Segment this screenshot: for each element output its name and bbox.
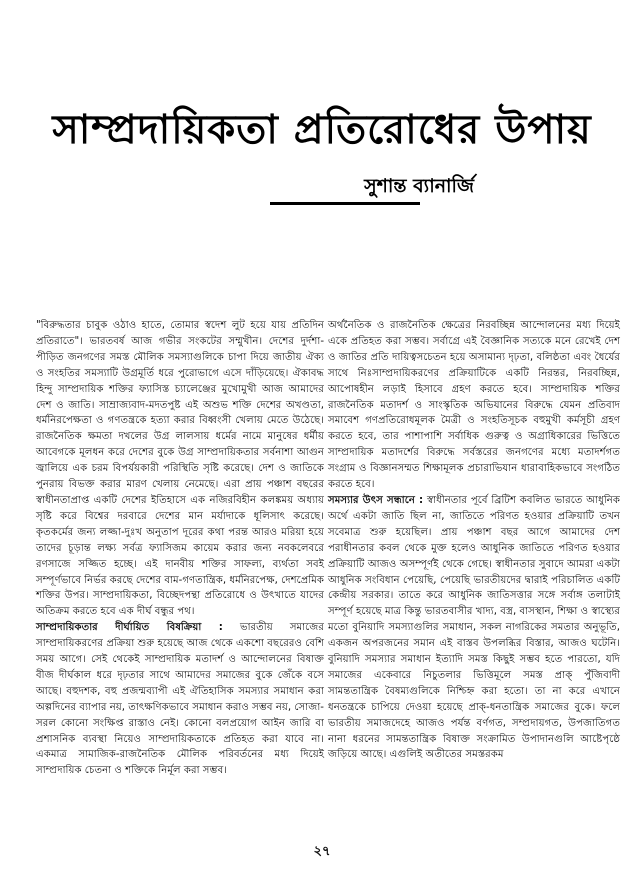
right-paragraph-2-body: স্বাধীনতার পূর্বে ব্রিটিশ কবলিত ভারতে আধুনিক অর্থে একটা জাতি ছিল না, জাতিতে পরিণত হওয়ার প্রক্রিয়াটি তখন সবেমাত্র শুরু হয়েছিল। প্রায় পঞ্চাশ বছর আগে আমাদের দেশ পরাধীনতার কবল থেকে মুক্ত হলেও আধুনিক জাতিতে পরিণত হওয়ার প্রক্রিয়াটি আজও অসম্পূর্ণই থেকে গেছে। স্বাধীনতার সুবাদে আমরা একটা আধুনিক সংবিধান পেয়েছি, পেয়েছি ভারতীয়দের দ্বারাই পরিচালিত একটি কেন্দ্রীয় সরকার। তাতে করে আধুনিক জাতিসত্তার সঙ্গে সর্বাঙ্গ তলাটাই সম্পূর্ণ হয়েছে মাত্র কিন্তু ভারতবাসীর খাদ্য, বস্ত্র, বাসস্থান, শিক্ষা ও স্বাস্থ্যের মতো বুনিয়াদি সমস্যাগুলির সমাধান, সকল নাগরিকের সমতার অনুভূতি, একজন অপরজনের সমান এই বাস্তব উপলব্ধির বিস্তার, আজও ঘটেনি। বুনিয়াদি সমস্যার সমাধান ইত্যাদি সমস্ত কিছুই সম্ভব হতে পারতো, যদি সমাজের একেবারে নিচুতলার ভিত্তিমূলে সমস্ত প্রাক্ পুঁজিবাদী সামন্ততান্ত্রিক বৈষম্যগুলিকে নিশ্চিহ্ন করা হতো। তা না করে এখানে ধনতন্ত্রকে চাপিয়ে দেওয়া হয়েছে প্রাক্-ধনতান্ত্রিক সমাজের বুকে। ফলে ভারতীয় সমাজদেহে আজও পর্যন্ত বর্ণগত, সম্প্রদায়গত, উপজাতিগত নানা ধরনের সামন্ততান্ত্রিক বিষাক্ত সংক্রামিত উপাদানগুলি আষ্টেপৃষ্ঠে জড়িয়ে আছে। এগুলিই অতীতের সমস্তরকম (328, 494, 620, 761)
section-heading-origin: সমস্যার উৎস সন্ধানে : (328, 494, 424, 506)
left-column (36, 318, 324, 779)
title-underline (270, 202, 420, 205)
right-paragraph-2 (328, 493, 620, 763)
left-paragraph-1: "বিরুদ্ধতার চাবুক ওঠাও হাতে, তোমার স্বদেশ লুট হয়ে যায় প্রতিদিন প্রতিরাতে"। ভারতবর্ষ আজ গভীর সংকটের সম্মুখীন। দেশের দুর্দশা-পীড়িত জনগণের সমস্ত মৌলিক সমস্যাগুলিকে চাপা দিয়ে জাতীয় ঐক্য ও সংহতির সমস্যাটি উগ্রমূর্তি ধরে পুরোভাগে এসে দাঁড়িয়েছে। ঐকাবদ্ধ হিন্দু সাম্প্রদায়িক শক্তির ফ্যাসিস্ত চ্যালেঞ্জের মুখোমুখী আজ আমাদের দেশ ও জাতি। সাম্রাজ্যবাদ-মদতপুষ্ট এই অশুভ শক্তি দেশের অখণ্ডতা, ধর্মনিরপেক্ষতা ও গণতন্ত্রকে হত্যা করার বিধ্বংসী খেলায় মেতে উঠেছে। রাজনৈতিক ক্ষমতা দখলের উগ্র লালসায় ধর্মের নামে মানুষের ধর্মীয় আবেগকে মূলধন করে দেশের বুকে উগ্র সাম্প্রদায়িকতার সর্বনাশা আগুন জ্বালিয়ে এক চরম বিপর্যয়কারী পরিস্থিতি সৃষ্টি করেছে। দেশ ও জাতিকে পুনরায় বিভক্ত করার মারণ খেলায় নেমেছে। এরা প্রায় পঞ্চাশ বছরের স্বাধীনতাপ্রাপ্ত একটি দেশের ইতিহাসে এক নজিরবিহীন কলঙ্কময় অধ্যায় সৃষ্টি করে বিশ্বের দরবারে দেশের মান মর্যাদাকে ধূলিসাৎ করেছে। কৃতকর্মের জন্য লজ্জা-দুঃখ অনুতাপ দূরের কথা পরন্ত আরও মরিয়া হয়ে তাদের চূড়ান্ত লক্ষ্য সর্বত্র ফ্যাসিজম কায়েম করার জন্য নবকলেবরে রণসাজে সজ্জিত হচ্ছে। এই দানবীয় শক্তির সাফল্য, ব্যর্থতা সবই সম্পূর্ণভাবে নির্ভর করছে দেশের বাম-গণতান্ত্রিক, ধর্মনিরপেক্ষ, দেশপ্রেমিক শক্তির উপর। সাম্প্রদায়িকতা, বিচ্ছেদপন্থা প্রতিরোধে ও উৎখাতে যাদের অতিক্রম করতে হবে এক দীর্ঘ বন্ধুর পথ। (36, 320, 324, 618)
section-heading-toxicity: সাম্প্রদায়িকতার দীর্ঘায়িত বিষক্রিয়া : (36, 622, 223, 634)
page-number: ২৭ (313, 844, 331, 859)
right-column (328, 318, 620, 763)
article-author: সুশান্ত ব্যানার্জি (364, 175, 474, 197)
article-title: সাম্প্রদায়িকতা প্রতিরোধের উপায় (52, 107, 592, 153)
left-paragraph-2 (36, 620, 324, 779)
right-paragraph-1: অর্থনৈতিক ও রাজনৈতিক ক্ষেত্রের নিরবচ্ছিন্ন আন্দোলনের মধ্য দিয়েই একে প্রতিহত করা সম্ভব। সর্বাগ্রে এই বৈজ্ঞানিক সত্যকে মনে রেখেই দেশ ও জাতির প্রতি দায়িত্বসচেতন হয়ে অসামান্য দৃঢ়তা, বলিষ্ঠতা এবং ধৈর্যের সাথে নিঃসাম্প্রদায়িকরণের প্রক্রিয়াটিকে একটি নিরন্তর, নিরবচ্ছিন্ন, আপোষহীন লড়াই হিসাবে গ্রহণ করতে হবে। সাম্প্রদায়িক শক্তির রাজনৈতিক মতাদর্শ ও সাংস্কৃতিক অভিযানের বিরুদ্ধে যেমন প্রতিবাদ সমাবেশ গণপ্রতিরোধমূলক মৈত্রী ও সংহতিসূচক বহুমুখী কর্মসূচী গ্রহণ করতে হবে, তার পাশাপাশি সর্বাধিক গুরুত্ব ও অগ্রাধিকারের ভিত্তিতে সাম্প্রদায়িক মতাদর্শের বিরুদ্ধে সর্বস্তরের জনগণের মধ্যে মতাদর্শগত সংগ্রাম ও বিজ্ঞানসম্মত শিক্ষামূলক প্রচারাভিযান ধারাবাহিকভাবে সংগঠিত করতে হবে। (328, 320, 620, 491)
left-paragraph-2-body: ভারতীয় সমাজের সাম্প্রদায়িকরণের প্রক্রিয়া শুরু হয়েছে আজ থেকে একশো বছরেরও বেশি সময় আগে। সেই থেকেই সাম্প্রদায়িক মতাদর্শ ও আন্দোলনের বিষাক্ত বীজ দীর্ঘকাল ধরে দৃঢ়তার সাথে আমাদের সমাজের বুকে জেঁকে বসে আছে। বহুদশক, বহু প্রজন্মব্যাপী এই ঐতিহাসিক সমস্যার সমাধান করা অল্পদিনের ব্যাপার নয়, তাৎক্ষণিকভাবে সমাধান করাও সম্ভব নয়, সোজা-সরল কোনো সংক্ষিপ্ত রাস্তাও নেই। কোনো বলপ্রয়োগ আইন জারি বা প্রশাসনিক ব্যবস্থা নিয়েও সাম্প্রদায়িকতাকে প্রতিহত করা যাবে না। একমাত্র সামাজিক-রাজনৈতিক মৌলিক পরিবর্তনের মধ্য দিয়েই সাম্প্রদায়িক চেতনা ও শক্তিকে নির্মূল করা সম্ভব। (36, 622, 324, 777)
